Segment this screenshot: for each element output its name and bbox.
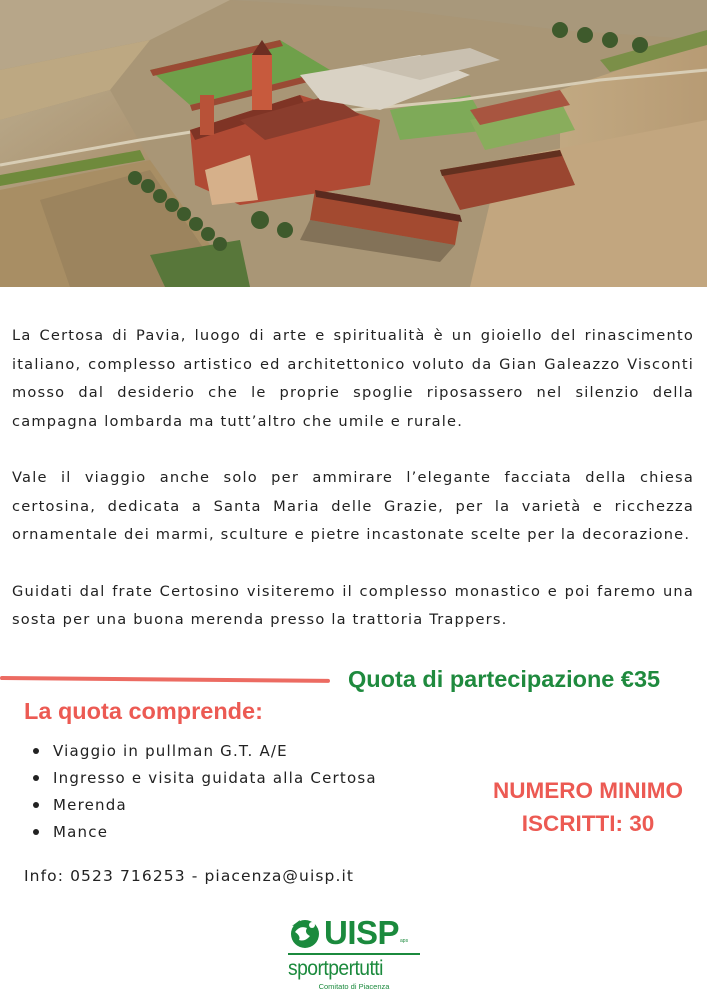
list-item: Viaggio in pullman G.T. A/E: [33, 737, 377, 764]
logo-tagline: sportpertutti: [288, 956, 383, 980]
logo-committee: Comitato di Piacenza: [318, 981, 390, 991]
minimum-participants: [470, 774, 706, 840]
includes-title: La quota comprende:: [24, 698, 263, 724]
bullet-icon: [33, 829, 39, 835]
bullet-icon: [33, 748, 39, 754]
bullet-icon: [33, 802, 39, 808]
price-label: Quota di partecipazione €35: [348, 666, 661, 692]
hero-aerial-image: [0, 0, 707, 287]
list-item: Ingresso e visita guidata alla Certosa: [33, 764, 377, 791]
divider-line: [0, 676, 330, 683]
globe-runner-icon: [288, 916, 322, 950]
intro-paragraph: La Certosa di Pavia, luogo di arte e spiritualità è un gioiello del rinascimento italiano, complesso artistico ed architettonico voluto da Gian Galeazzo Visconti mosso dal desiderio che le proprie spoglie riposassero nel silenzio della campagna lombarda ma tutt’altro che umile e rurale.: [12, 327, 694, 430]
includes-list: [33, 737, 377, 845]
minimum-line-1: NUMERO MINIMO: [493, 778, 683, 803]
minimum-line-2: ISCRITTI: 30: [521, 811, 655, 836]
list-item: Merenda: [33, 791, 377, 818]
list-item: Mance: [33, 818, 377, 845]
intro-paragraph: Vale il viaggio anche solo per ammirare l’elegante facciata della chiesa certosina, dedicata a Santa Maria delle Grazie, per la varietà e ricchezza ornamentale dei marmi, sculture e pietre incastonate scelte per la decorazione.: [12, 469, 694, 543]
logo-divider: [288, 953, 420, 955]
logo-wordmark: UISP: [324, 914, 400, 951]
uisp-logo: [288, 914, 424, 994]
intro-text: [12, 322, 694, 635]
intro-paragraph: Guidati dal frate Certosino visiteremo il complesso monastico e poi faremo una sosta per una buona merenda presso la trattoria Trappers.: [12, 582, 694, 628]
logo-suffix: aps: [400, 938, 409, 944]
bullet-icon: [33, 775, 39, 781]
contact-info: Info: 0523 716253 - piacenza@uisp.it: [24, 867, 355, 885]
